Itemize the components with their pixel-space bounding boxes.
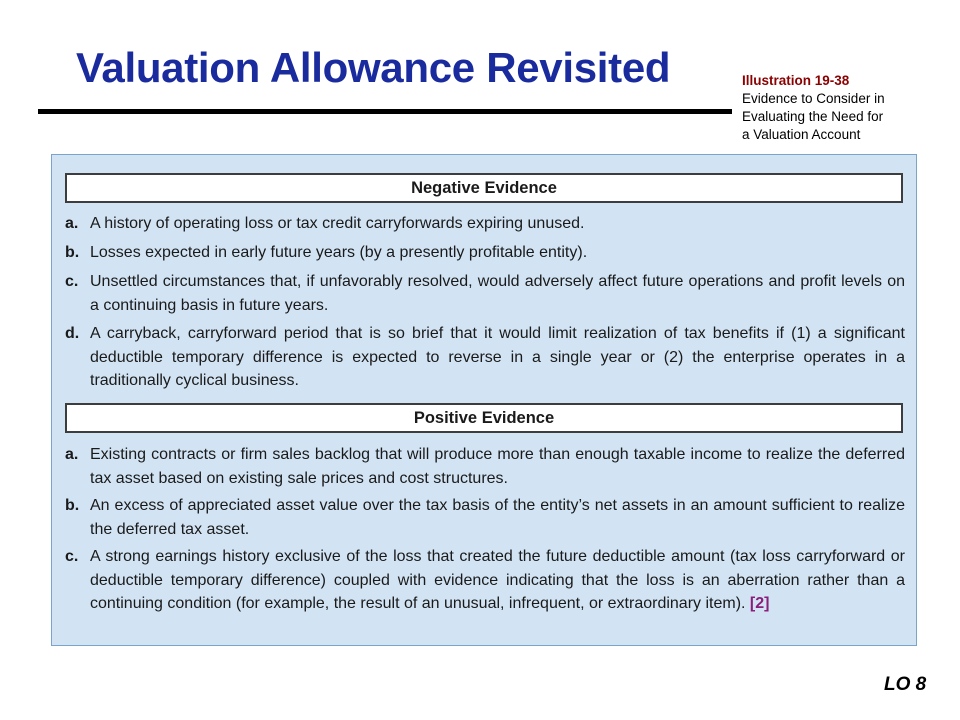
negative-evidence-item: [65, 241, 905, 265]
illustration-caption-line: Evaluating the Need for: [742, 109, 884, 124]
item-letter: d.: [65, 325, 80, 342]
item-text-body: A strong earnings history exclusive of the loss that created the future deductible amount (tax loss carryforward or deductible temporary difference) coupled with evidence indicating that the loss is an aberration rather than a continuing condition (for example, the result of an unusual, infrequent, or extraordinary item).: [90, 548, 905, 612]
item-letter: c.: [65, 548, 79, 565]
item-text: An excess of appreciated asset value over the tax basis of the entity’s net assets in an amount sufficient to realize the deferred tax asset.: [90, 497, 905, 538]
item-letter: b.: [65, 244, 80, 261]
illustration-caption-line: Evidence to Consider in: [742, 91, 885, 106]
positive-evidence-item: [65, 545, 905, 616]
item-letter: c.: [65, 273, 79, 290]
learning-objective-label: LO 8: [884, 674, 927, 695]
item-text: Losses expected in early future years (by a presently profitable entity).: [90, 244, 588, 261]
title-underline: [38, 109, 732, 114]
slide-title: Valuation Allowance Revisited: [76, 44, 671, 91]
evidence-panel: [51, 154, 917, 646]
item-letter: a.: [65, 215, 79, 232]
negative-evidence-heading: Negative Evidence: [65, 173, 903, 203]
illustration-caption-line: a Valuation Account: [742, 127, 861, 142]
item-letter: a.: [65, 446, 79, 463]
illustration-label: Illustration 19-38: [742, 73, 850, 88]
item-text: A history of operating loss or tax credit carryforwards expiring unused.: [90, 215, 585, 232]
item-text: Existing contracts or firm sales backlog that will produce more than enough taxable income to realize the deferred tax asset based on existing sale prices and cost structures.: [90, 446, 905, 487]
item-letter: b.: [65, 497, 80, 514]
reference-link[interactable]: [2]: [749, 595, 770, 612]
negative-evidence-item: [65, 270, 905, 317]
negative-evidence-item: [65, 212, 905, 236]
negative-evidence-item: [65, 322, 905, 393]
item-text: [90, 545, 905, 616]
positive-evidence-heading: Positive Evidence: [65, 403, 903, 433]
illustration-caption: [742, 72, 952, 144]
positive-evidence-item: [65, 494, 905, 541]
item-text: A carryback, carryforward period that is so brief that it would limit realization of tax benefits if (1) a significant deductible temporary difference is expected to reverse in a single year or (2) the enterprise operates in a traditionally cyclical business.: [90, 325, 905, 389]
positive-evidence-item: [65, 443, 905, 490]
item-text: Unsettled circumstances that, if unfavorably resolved, would adversely affect future operations and profit levels on a continuing basis in future years.: [90, 273, 905, 314]
